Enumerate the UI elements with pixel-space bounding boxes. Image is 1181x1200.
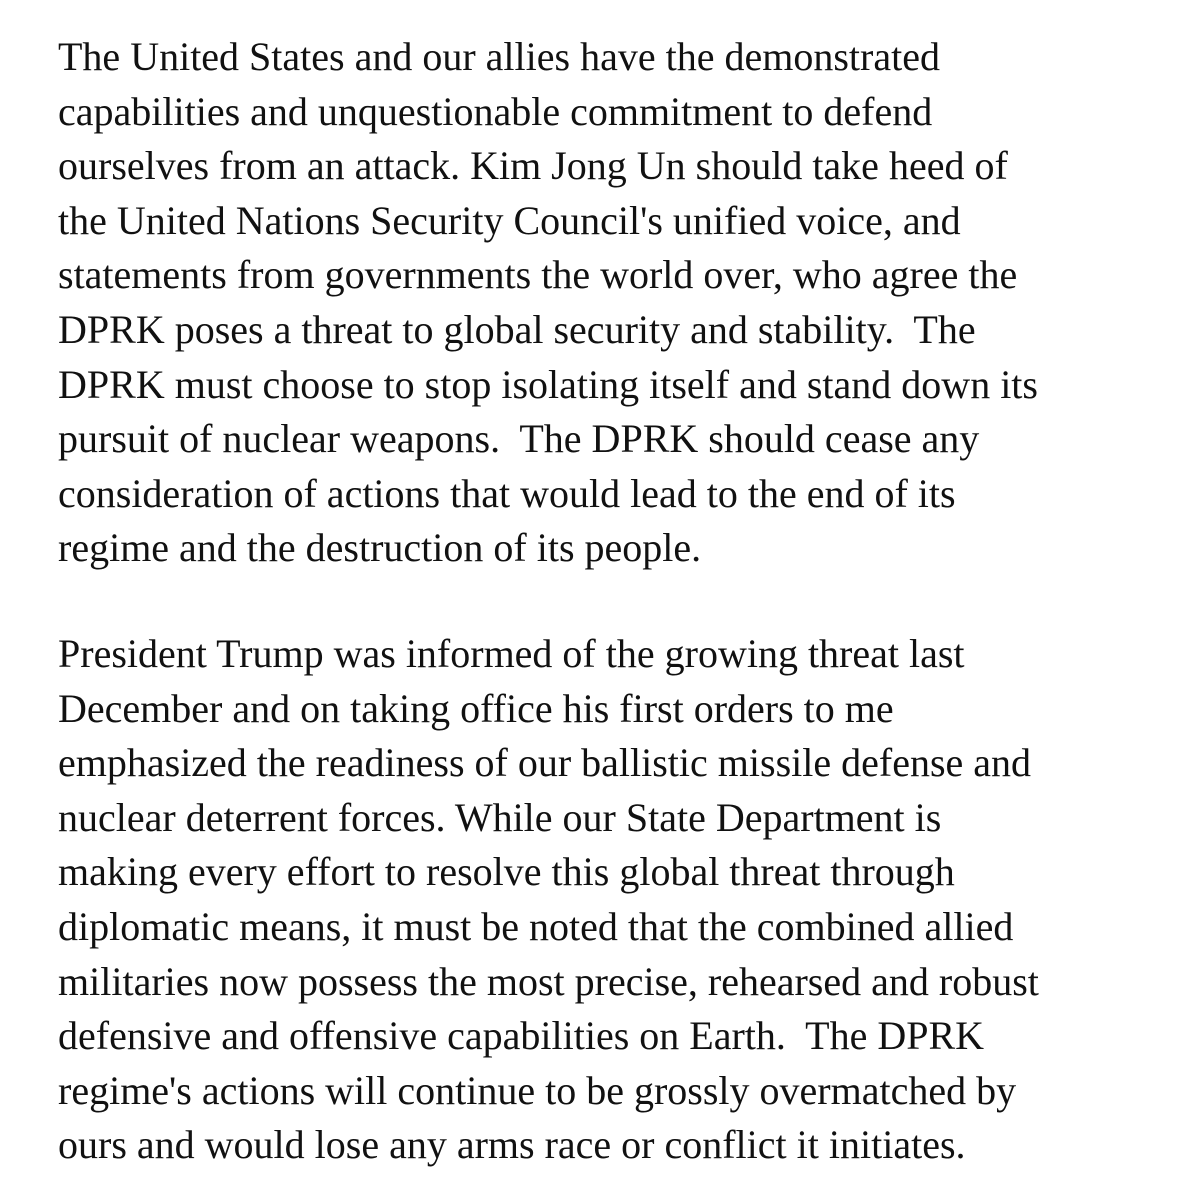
text-line: regime's actions will continue to be grossly overmatched by bbox=[58, 1067, 1017, 1113]
text-line: DPRK must choose to stop isolating itself and stand down its bbox=[58, 361, 1038, 407]
text-line: emphasized the readiness of our ballistic missile defense and bbox=[58, 740, 1032, 786]
text-line: ours and would lose any arms race or conflict it initiates. bbox=[58, 1122, 966, 1168]
text-line: DPRK poses a threat to global security and stability. The bbox=[58, 306, 976, 352]
paragraph-2 bbox=[58, 627, 1039, 1173]
text-line: nuclear deterrent forces. While our State Department is bbox=[58, 794, 942, 840]
text-line: defensive and offensive capabilities on Earth. The DPRK bbox=[58, 1013, 985, 1059]
text-line: making every effort to resolve this global threat through bbox=[58, 849, 955, 895]
text-line: regime and the destruction of its people. bbox=[58, 525, 702, 571]
text-line: capabilities and unquestionable commitment to defend bbox=[58, 88, 933, 134]
text-line: President Trump was informed of the growing threat last bbox=[58, 631, 965, 676]
text-line: ourselves from an attack. Kim Jong Un should take heed of bbox=[58, 143, 1008, 189]
paragraph-1 bbox=[58, 30, 1038, 576]
text-line: diplomatic means, it must be noted that the combined allied bbox=[58, 903, 1014, 949]
text-line: statements from governments the world over, who agree the bbox=[58, 252, 1018, 298]
text-line: December and on taking office his first orders to me bbox=[58, 685, 894, 731]
text-line: consideration of actions that would lead to the end of its bbox=[58, 470, 956, 516]
text-line: the United Nations Security Council's unified voice, and bbox=[58, 197, 961, 243]
text-line: The United States and our allies have the demonstrated bbox=[58, 34, 940, 79]
text-line: militaries now possess the most precise, rehearsed and robust bbox=[58, 958, 1039, 1004]
text-line: pursuit of nuclear weapons. The DPRK should cease any bbox=[58, 416, 980, 462]
